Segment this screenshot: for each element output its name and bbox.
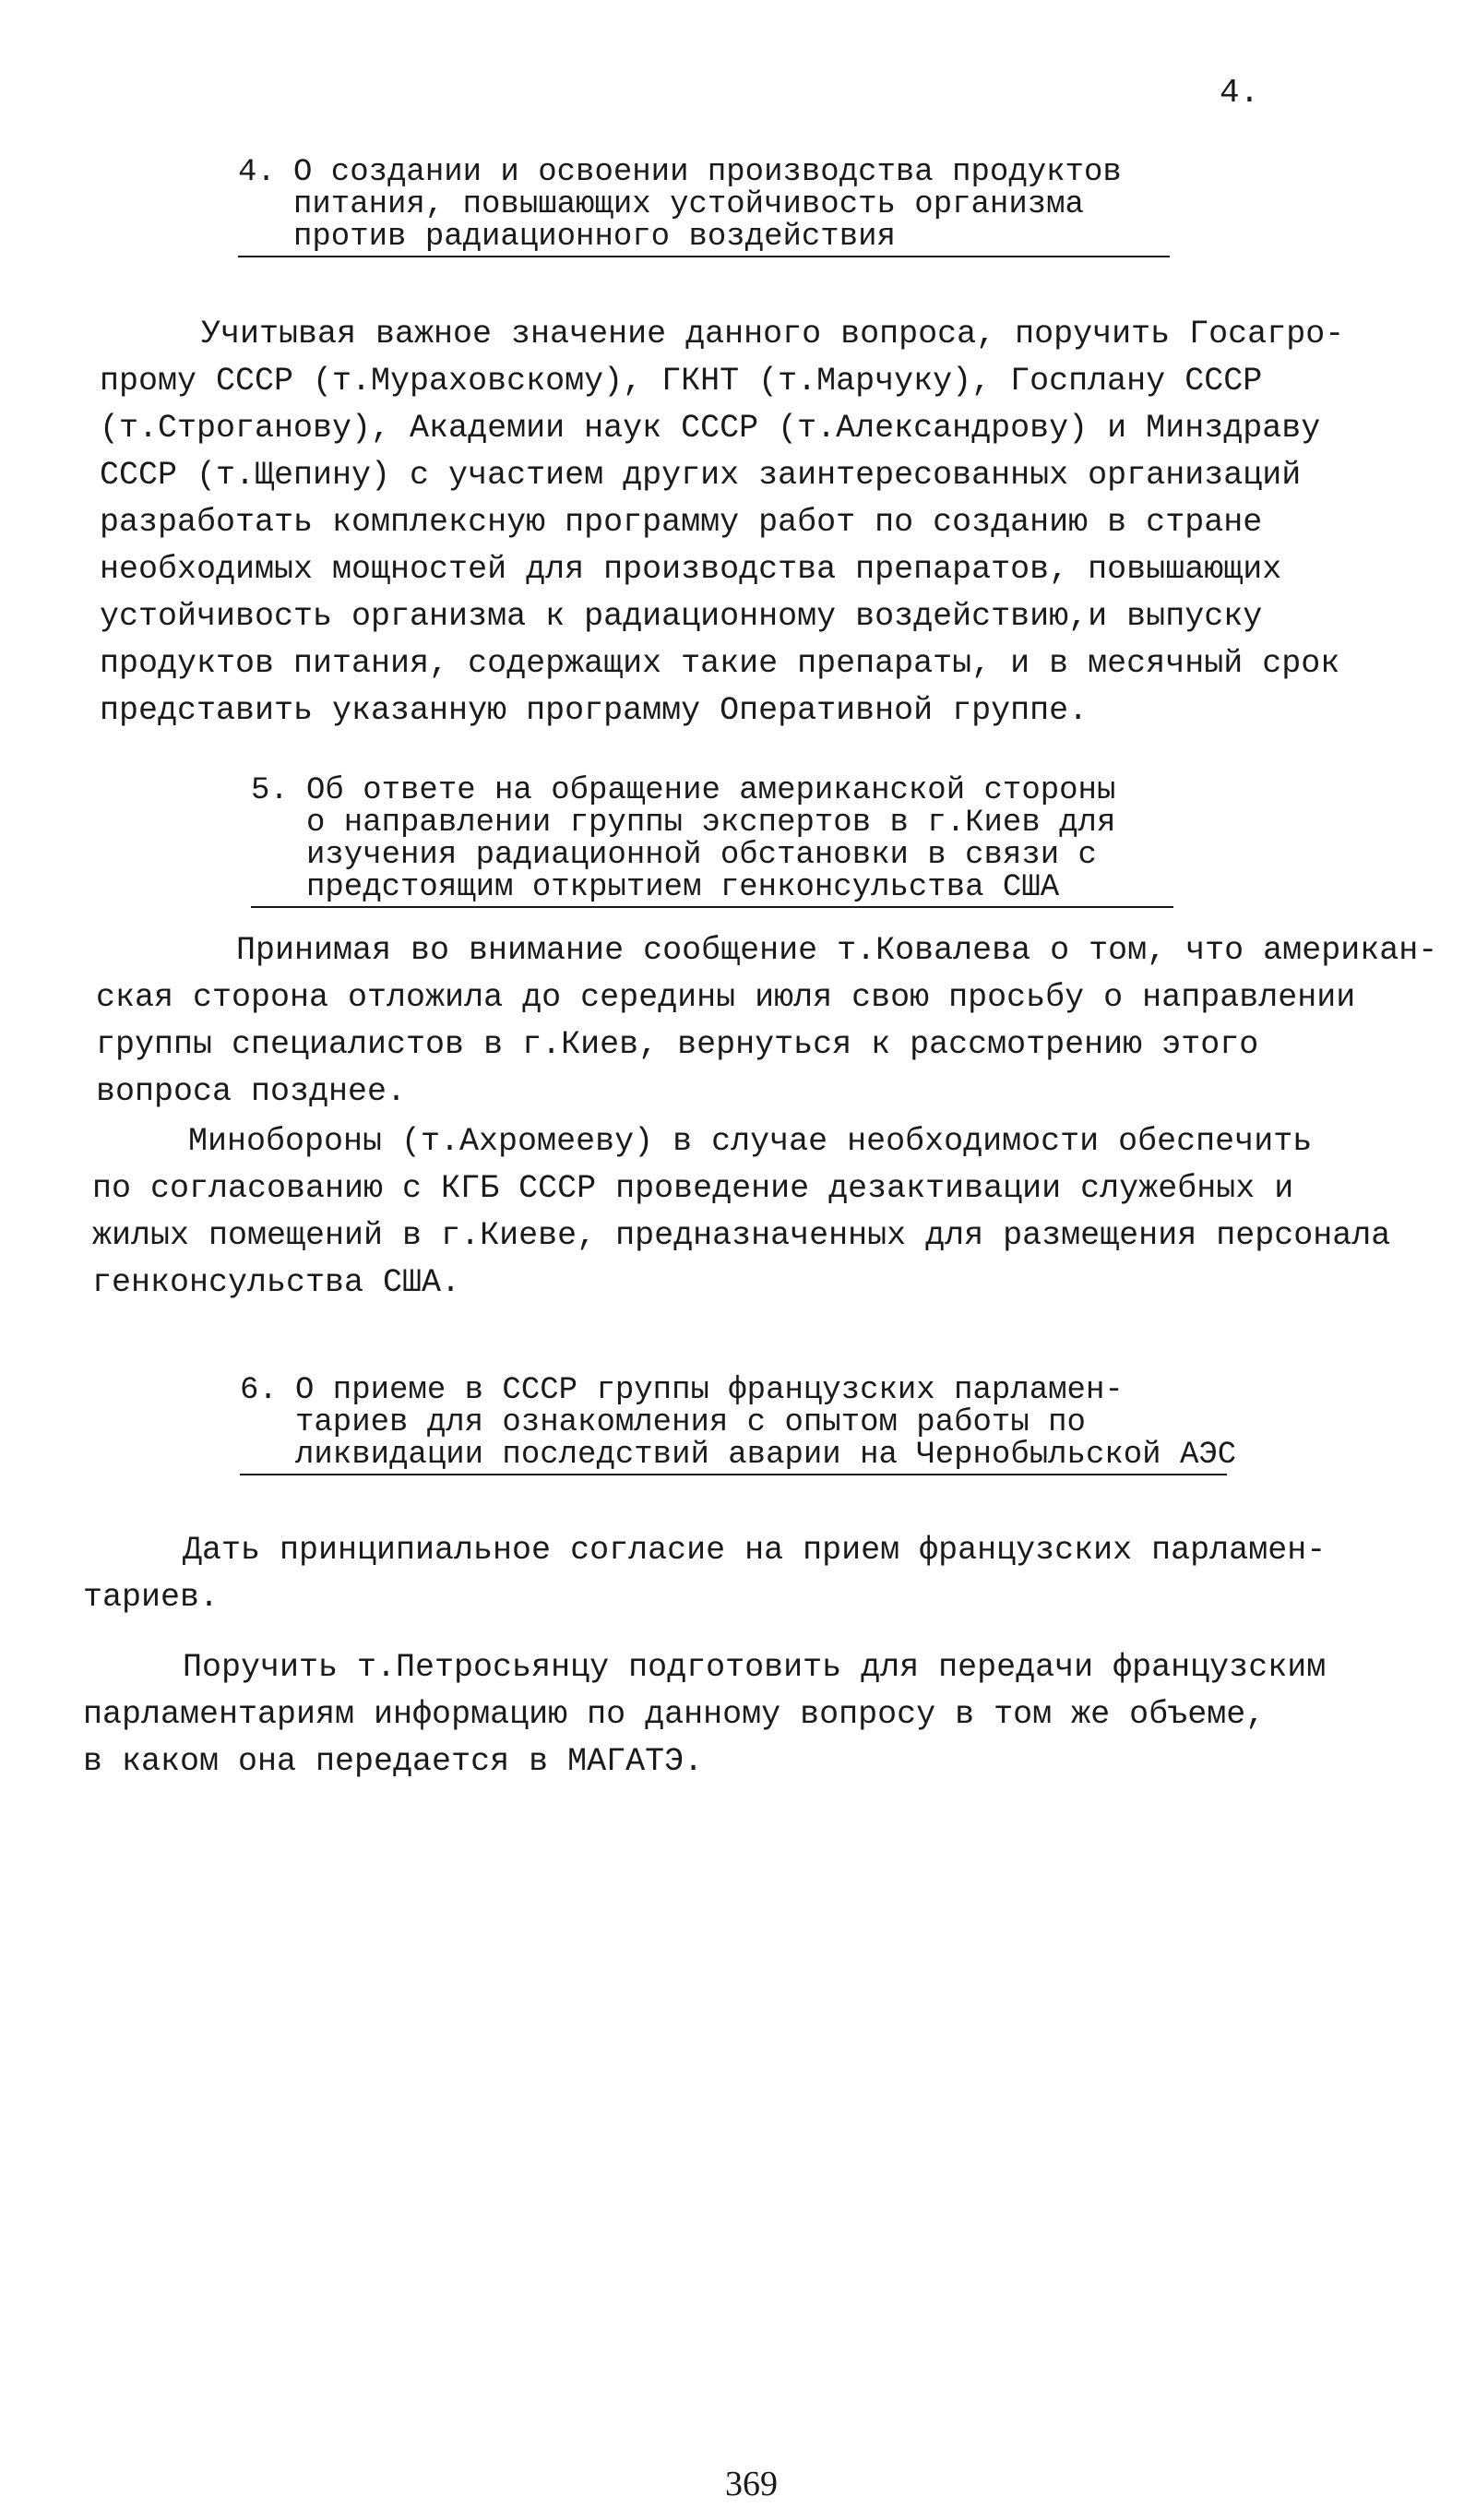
section-6-number: 6. (240, 1373, 278, 1408)
paragraph-line: группы специалистов в г.Киев, вернуться к рассмотрению этого (96, 1026, 1259, 1063)
section-5-title-line: предстоящим открытием генконсульства США (251, 872, 1173, 908)
section-4-number: 4. (238, 155, 276, 190)
paragraph-line: генконсульства США. (92, 1264, 461, 1301)
section-4-title-line: О создании и освоении производства продуктов (293, 155, 1122, 190)
section-4-title-line: против радиационного воздействия (238, 221, 1170, 257)
paragraph-line: по согласованию с КГБ СССР проведение дезактивации служебных и (92, 1170, 1294, 1207)
section-5-number: 5. (251, 773, 289, 808)
paragraph-line: Учитывая важное значение данного вопроса, поручить Госагро- (201, 316, 1345, 352)
section-5-title-line: о направлении группы экспертов в г.Киев для (306, 806, 1116, 841)
section-5-title-line: изучения радиационной обстановки в связи с (306, 838, 1097, 873)
paragraph-line: Дать принципиальное согласие на прием французских парламен- (183, 1532, 1327, 1569)
paragraph-line: СССР (т.Щепину) с участием других заинтересованных организаций (100, 457, 1302, 494)
section-5-paragraph-1 (96, 927, 1437, 1116)
section-4-title-line: питания, повышающих устойчивость организма (293, 187, 1084, 222)
section-6-title-line: ликвидации последствий аварии на Чернобыльской АЭС (240, 1439, 1227, 1475)
paragraph-line: тариев. (83, 1579, 220, 1616)
section-6-heading (240, 1373, 1237, 1475)
paragraph-line: жилых помещений в г.Киеве, предназначенных для размещения персонала (92, 1217, 1391, 1254)
paragraph-line: прому СССР (т.Мураховскому), ГКНТ (т.Марчуку), Госплану СССР (100, 363, 1263, 400)
section-6-title-line: тариев для ознакомления с опытом работы по (295, 1405, 1086, 1440)
section-5-heading (251, 775, 1173, 908)
paragraph-line: вопроса позднее. (96, 1073, 407, 1110)
paragraph-line: продуктов питания, содержащих такие препараты, и в месячный срок (100, 645, 1340, 682)
section-6-paragraph-2 (83, 1644, 1326, 1785)
paragraph-line: разработать комплексную программу работ по созданию в стране (100, 504, 1263, 541)
paragraph-line: парламентариям информацию по данному вопросу в том же объеме, (83, 1696, 1266, 1733)
section-5-paragraph-2 (92, 1118, 1390, 1307)
section-6-title-line: О приеме в СССР группы французских парламен- (295, 1373, 1124, 1408)
section-4-heading (238, 157, 1170, 257)
paragraph-line: в каком она передается в МАГАТЭ. (83, 1743, 704, 1780)
paragraph-line: необходимых мощностей для производства препаратов, повышающих (100, 551, 1282, 588)
paragraph-line: представить указанную программу Оперативной группе. (100, 692, 1089, 729)
page-number: 4. (1220, 74, 1260, 112)
section-6-paragraph-1 (83, 1527, 1326, 1621)
paragraph-line: Принимая во внимание сообщение т.Ковалева о том, что американ- (236, 932, 1438, 969)
section-5-title-line: Об ответе на обращение американской стороны (306, 773, 1116, 808)
paragraph-line: устойчивость организма к радиационному воздействию,и выпуску (100, 598, 1263, 635)
paragraph-line: Поручить т.Петросьянцу подготовить для передачи французским (183, 1649, 1327, 1686)
footer-page-number: 369 (725, 2465, 778, 2503)
paragraph-line: ская сторона отложила до середины июля свою просьбу о направлении (96, 979, 1356, 1016)
paragraph-line: Минобороны (т.Ахромееву) в случае необходимости обеспечить (188, 1123, 1313, 1160)
section-4-paragraph (100, 311, 1344, 735)
paragraph-line: (т.Строганову), Академии наук СССР (т.Александрову) и Минздраву (100, 410, 1321, 447)
